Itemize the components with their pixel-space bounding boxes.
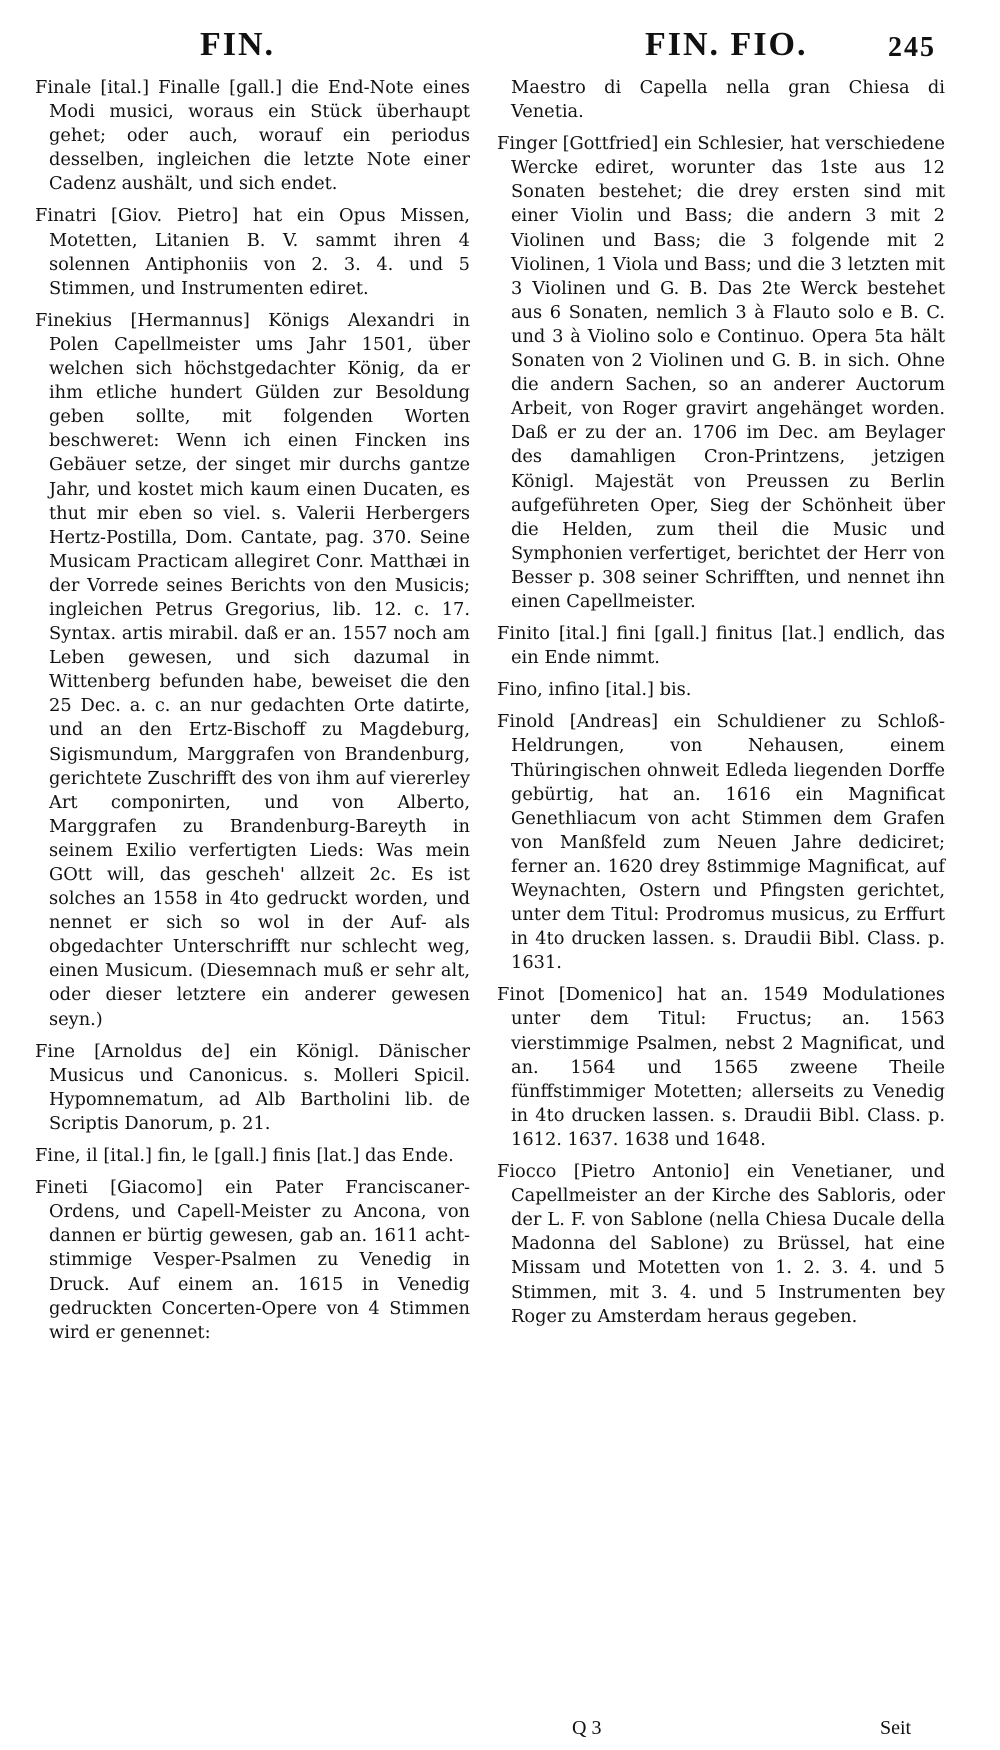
entry-finito: Finito [ital.] fini [gall.] finitus [lat.] endlich, das ein Ende nimmt. — [497, 623, 945, 669]
entry-fiocco: Fiocco [Pietro Antonio] ein Venetianer, und Capellmeister an der Kirche des Sabloris, oder der L. F. von Sablone (nella Chiesa Ducale della Madonna del Sablone) zu Brüssel, hat eine Missam und Motetten von 1. 2. 3. 4. und 5 Stimmen, mit 3. 4. und 5 Instrumenten bey Roger zu Amsterdam heraus gegeben. — [497, 1161, 945, 1327]
running-header — [0, 22, 1000, 82]
entry-finger: Finger [Gottfried] ein Schlesier, hat verschiedene Wercke ediret, worunter das 1ste aus 12 Sonaten bestehet; die drey ersten sind mit einer Violin und Bass; die andern 3 mit 2 Violinen und Bass; die 3 folgende mit 2 Violinen, 1 Viola und Bass; und die 3 letzten mit 3 Violinen und G. B. Das 2te Werck bestehet aus 6 Sonaten, nemlich 3 à Flauto solo e B. C. und 3 à Violino solo e Continuo. Opera 5ta hält Sonaten von 2 Violinen und G. B. in sich. Ohne die andern Sachen, so an anderer Auctorum Arbeit, von Roger gravirt angehänget worden. Daß er zu der an. 1706 im Dec. am Beylager des damahligen Cron-Printzens, jetzigen Königl. Majestät von Preussen zu Berlin aufgeführeten Oper, Sieg der Schönheit über die Helden, zum theil die Music und Symphonien verfertiget, berichtet der Herr von Besser p. 308 seiner Schrifften, und nennet ihn einen Capellmeister. — [497, 133, 945, 612]
entry-finale: Finale [ital.] Finalle [gall.] die End-Note eines Modi musici, woraus ein Stück überhaupt gehet; oder auch, worauf ein periodus desselben, ingleichen die letzte Note einer Cadenz aushält, und sich endet. — [35, 77, 470, 195]
header-right: FIN. FIO. — [645, 26, 808, 63]
left-column — [35, 76, 470, 1353]
entry-finot: Finot [Domenico] hat an. 1549 Modulationes unter dem Titul: Fructus; an. 1563 vierstimmige Psalmen, nebst 2 Magnificat, und an. 1564 und 1565 zweene Theile fünffstimmiger Motetten; allerseits zu Venedig in 4to drucken lassen. s. Draudii Bibl. Class. p. 1612. 1637. 1638 und 1648. — [497, 984, 945, 1150]
entry-finekius: Finekius [Hermannus] Königs Alexandri in Polen Capellmeister ums Jahr 1501, über welchen sich höchstgedachter König, da er ihm etliche hundert Gülden zur Besoldung geben sollte, mit folgenden Worten beschweret: Wenn ich einen Fincken ins Gebäuer setze, der singet mir durchs gantze Jahr, und kostet mich kaum einen Ducaten, es thut mir eben so viel. s. Valerii Herbergers Hertz-Postilla, Dom. Cantate, pag. 370. Seine Musicam Practicam allegiret Conr. Matthæi in der Vorrede seines Berichts von den Musicis; ingleichen Petrus Gregorius, lib. 12. c. 17. Syntax. artis mirabil. daß er an. 1557 noch am Leben gewesen, und sich dazumal in Wittenberg befunden habe, beweiset die den 25 Dec. a. c. an nur gedachten Orte datirte, und an den Ertz-Bischoff zu Magdeburg, Sigismundum, Marggrafen von Brandenburg, gerichtete Zuschrifft des von ihm auf viererley Art componirten, und von Alberto, Marggrafen zu Brandenburg-Bareyth in seinem Exilio verfertigten Lieds: Was mein GOtt will, das gescheh' allzeit 2c. Es ist solches an 1558 in 4to gedruckt worden, und nennet er sich so wol in der Auf- als obgedachter Unterschrifft nur schlecht weg, einen Musicum. (Diesemnach muß er sehr alt, oder dieser letztere ein anderer gewesen seyn.) — [35, 309, 470, 1030]
entry-fine-il: Fine, il [ital.] fin, le [gall.] finis [lat.] das Ende. — [35, 1145, 454, 1167]
entry-fineti: Fineti [Giacomo] ein Pater Franciscaner-Ordens, und Capell-Meister zu Ancona, von dannen er bürtig gewesen, gab an. 1611 acht-stimmige Vesper-Psalmen zu Venedig in Druck. Auf einem an. 1615 in Venedig gedruckten Concerten-Opere von 4 Stimmen wird er genennet: — [35, 1177, 470, 1343]
page-number: 245 — [888, 32, 936, 63]
header-left: FIN. — [200, 26, 276, 63]
entry-fine-arnoldus: Fine [Arnoldus de] ein Königl. Dänischer Musicus und Canonicus. s. Molleri Spicil. Hypomnematum, ad Alb Bartholini lib. de Scriptis Danorum, p. 21. — [35, 1040, 470, 1134]
page-footer — [0, 1717, 1000, 1747]
signature-mark: Q 3 — [572, 1717, 602, 1739]
entry-finold: Finold [Andreas] ein Schuldiener zu Schloß-Heldrungen, von Nehausen, einem Thüringischen ohnweit Edleda liegenden Dorffe gebürtig, hat an. 1616 ein Magnificat Genethliacum von acht Stimmen dem Grafen von Manßfeld zum Neuen Jahre dediciret; ferner an. 1620 drey 8stimmige Magnificat, auf Weynachten, Ostern und Pfingsten gerichtet, unter dem Titul: Prodromus musicus, zu Erffurt in 4to drucken lassen. s. Draudii Bibl. Class. p. 1631. — [497, 711, 945, 974]
right-column — [497, 76, 945, 1337]
entry-fineti-continued: Maestro di Capella nella gran Chiesa di Venetia. — [511, 77, 945, 123]
catchword: Seit — [880, 1717, 912, 1739]
entry-fino: Fino, infino [ital.] bis. — [497, 679, 692, 701]
entry-finatri: Finatri [Giov. Pietro] hat ein Opus Missen, Motetten, Litanien B. V. sammt ihren 4 solennen Antiphoniis von 2. 3. 4. und 5 Stimmen, und Instrumenten ediret. — [35, 205, 470, 299]
